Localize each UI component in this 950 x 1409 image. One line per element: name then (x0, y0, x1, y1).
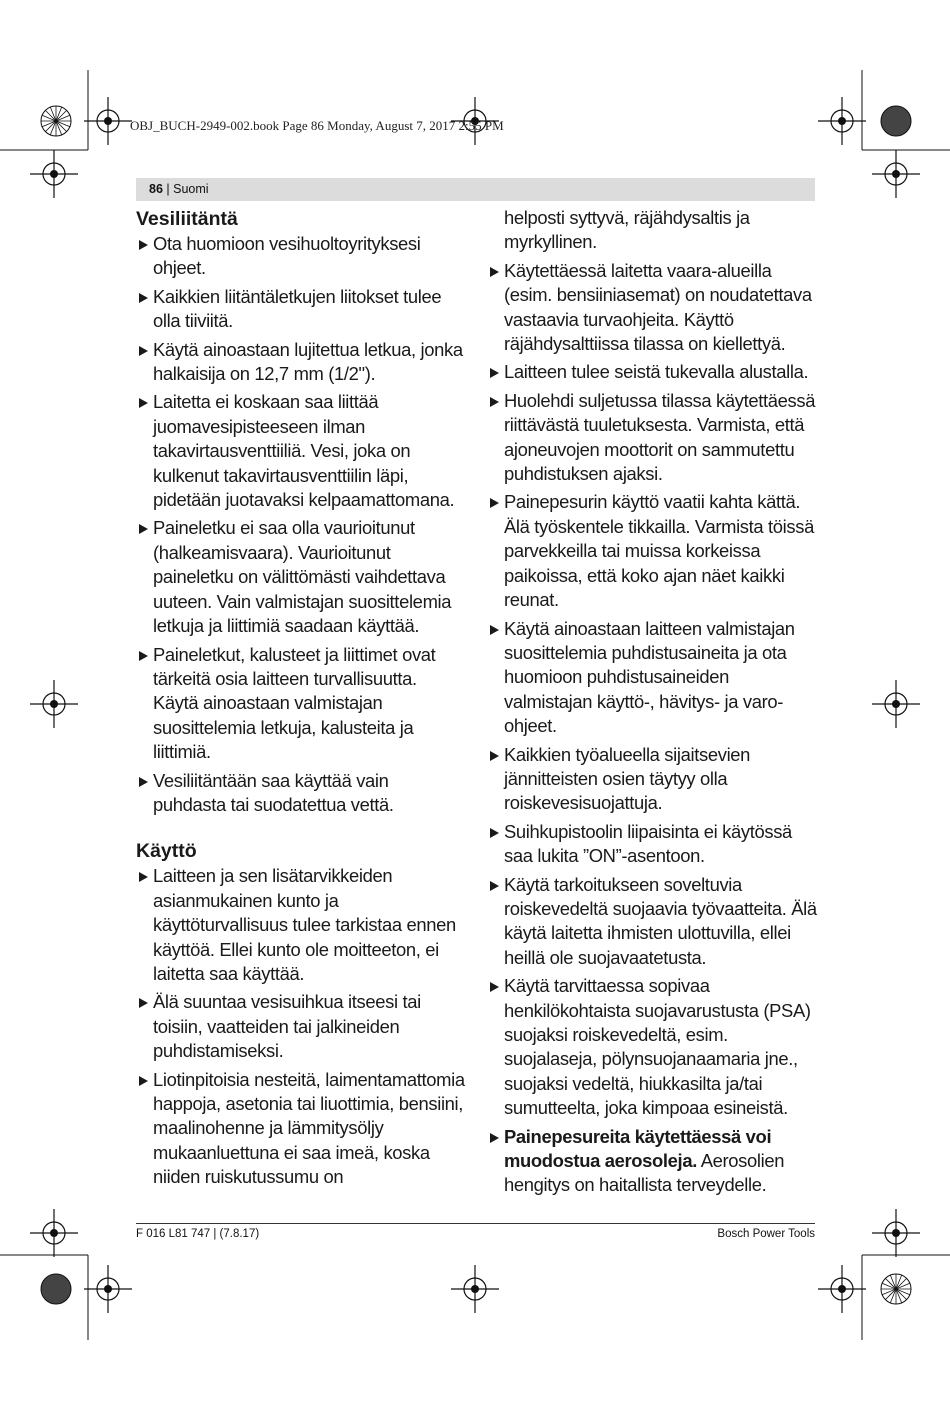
footer-brand: Bosch Power Tools (717, 1228, 815, 1240)
page-language: Suomi (173, 182, 209, 196)
bullet-triangle-icon (139, 998, 148, 1008)
bullet-triangle-icon (139, 398, 148, 408)
bullet-triangle-icon (139, 524, 148, 534)
right-column (487, 206, 817, 1202)
bullet-triangle-icon (139, 293, 148, 303)
page-header (149, 182, 209, 196)
page-divider: | (166, 182, 170, 196)
list-item: Suihkupistoolin liipaisinta ei käytössä saa lukita ”ON”-asentoon. (487, 820, 817, 869)
list-item: Vesiliitäntään saa käyttää vain puhdasta tai suodatettua vettä. (136, 769, 466, 818)
list-item: Käytä ainoastaan laitteen valmistajan suosittelemia puhdistusaineita ja ota huomioon puhdistusaineiden valmistajan käyttö-, hävitys- ja varo-ohjeet. (487, 617, 817, 739)
bullet-triangle-icon (490, 982, 499, 992)
footer-rule (136, 1223, 815, 1224)
section1-list (136, 232, 466, 817)
section2-list (136, 864, 466, 1189)
footer-document-code: F 016 L81 747 | (7.8.17) (136, 1228, 260, 1240)
aerosol-warning-bold: Painepesureita käytettäessä voi muodostua aerosoleja. (504, 1125, 772, 1172)
list-item: Liotinpitoisia nesteitä, laimentamattomia happoja, asetonia tai liuottimia, bensiini, maalinohenne ja lämmitysöljy mukaanluettuna ei saa imeä, koska niiden ruiskutussumu on (136, 1068, 466, 1190)
bullet-triangle-icon (139, 346, 148, 356)
list-item: Laitteen tulee seistä tukevalla alustalla. (487, 360, 817, 384)
list-item: Kaikkien liitäntäletkujen liitokset tulee olla tiiviitä. (136, 285, 466, 334)
bullet-triangle-icon (490, 751, 499, 761)
list-item: Kaikkien työalueella sijaitsevien jännitteisten osien täytyy olla roiskevesisuojattuja. (487, 743, 817, 816)
list-item: Paineletku ei saa olla vaurioitunut (halkeamisvaara). Vaurioitunut paineletku on välittömästi vaihdettava uuteen. Vain valmistajan suosittelemia letkuja ja liittimiä saadaan käyttää. (136, 516, 466, 638)
bullet-triangle-icon (139, 777, 148, 787)
bullet-triangle-icon (139, 1076, 148, 1086)
list-item: Painepesurin käyttö vaatii kahta kättä. Älä työskentele tikkailla. Varmista töissä parvekkeilla tai muissa korkeissa paikoissa, että koko ajan näet kaikki reunat. (487, 490, 817, 612)
page-number: 86 (149, 182, 163, 196)
list-item: Laitetta ei koskaan saa liittää juomavesipisteeseen ilman takavirtausventtiiliä. Vesi, joka on kulkenut takavirtausventtiilin läpi, pidetään juotavaksi kelpaamattomana. (136, 390, 466, 512)
list-item: Paineletkut, kalusteet ja liittimet ovat tärkeitä osia laitteen turvallisuutta. Käytä ainoastaan valmistajan suosittelemia letkuja, kalusteita ja liittimiä. (136, 643, 466, 765)
list-item-continuation: helposti syttyvä, räjähdysaltis ja myrkyllinen. (504, 207, 750, 253)
list-item: Käytettäessä laitetta vaara-alueilla (esim. bensiiniasemat) on noudatettava vastaavia turvaohjeita. Käyttö räjähdysalttiissa tilassa on kiellettyä. (487, 259, 817, 357)
list-item: Laitteen ja sen lisätarvikkeiden asianmukainen kunto ja käyttöturvallisuus tulee tarkistaa ennen käyttöä. Ellei kunto ole moitteeton, ei laitetta saa käyttää. (136, 864, 466, 986)
bullet-triangle-icon (490, 498, 499, 508)
list-item: Käytä tarkoitukseen soveltuvia roiskevedeltä suojaavia työvaatteita. Älä käytä laitetta ihmisten ulottuvilla, ellei heillä ole suojavaatetusta. (487, 873, 817, 971)
bullet-triangle-icon (490, 1133, 499, 1143)
bullet-triangle-icon (490, 397, 499, 407)
bullet-triangle-icon (139, 240, 148, 250)
bullet-triangle-icon (490, 267, 499, 277)
aerosol-warning-text: Aerosolien hengitys on haitallista terveydelle. (504, 1150, 785, 1196)
list-item: Ota huomioon vesihuoltoyrityksesi ohjeet. (136, 232, 466, 281)
section-heading-kaytto: Käyttö (136, 840, 197, 863)
list-item: Käytä ainoastaan lujitettua letkua, jonka halkaisija on 12,7 mm (1/2"). (136, 338, 466, 387)
list-item: Älä suuntaa vesisuihkua itseesi tai toisiin, vaatteiden tai jalkineiden puhdistamiseksi. (136, 990, 466, 1063)
bullet-triangle-icon (490, 828, 499, 838)
page-header-band (136, 178, 815, 201)
right-list (487, 206, 817, 1198)
bullet-triangle-icon (490, 881, 499, 891)
section-heading-vesiliitanta: Vesiliitäntä (136, 208, 238, 230)
bullet-triangle-icon (139, 651, 148, 661)
bullet-triangle-icon (490, 625, 499, 635)
left-column (136, 206, 466, 1194)
list-item-aerosol-warning (487, 1125, 817, 1198)
list-item: Huolehdi suljetussa tilassa käytettäessä riittävästä tuuletuksesta. Varmista, että ajoneuvojen moottorit on sammutettu puhdistuksen ajaksi. (487, 389, 817, 487)
print-header: OBJ_BUCH-2949-002.book Page 86 Monday, August 7, 2017 2:55 PM (130, 118, 504, 133)
bullet-triangle-icon (490, 368, 499, 378)
list-item: Käytä tarvittaessa sopivaa henkilökohtaista suojavarustusta (PSA) suojaksi roiskevedeltä, esim. suojalaseja, pölynsuojanaamaria jne., suojaksi vedeltä, hiukkasilta ja/tai sumutteelta, joka kimpoaa esineistä. (487, 974, 817, 1120)
bullet-triangle-icon (139, 872, 148, 882)
